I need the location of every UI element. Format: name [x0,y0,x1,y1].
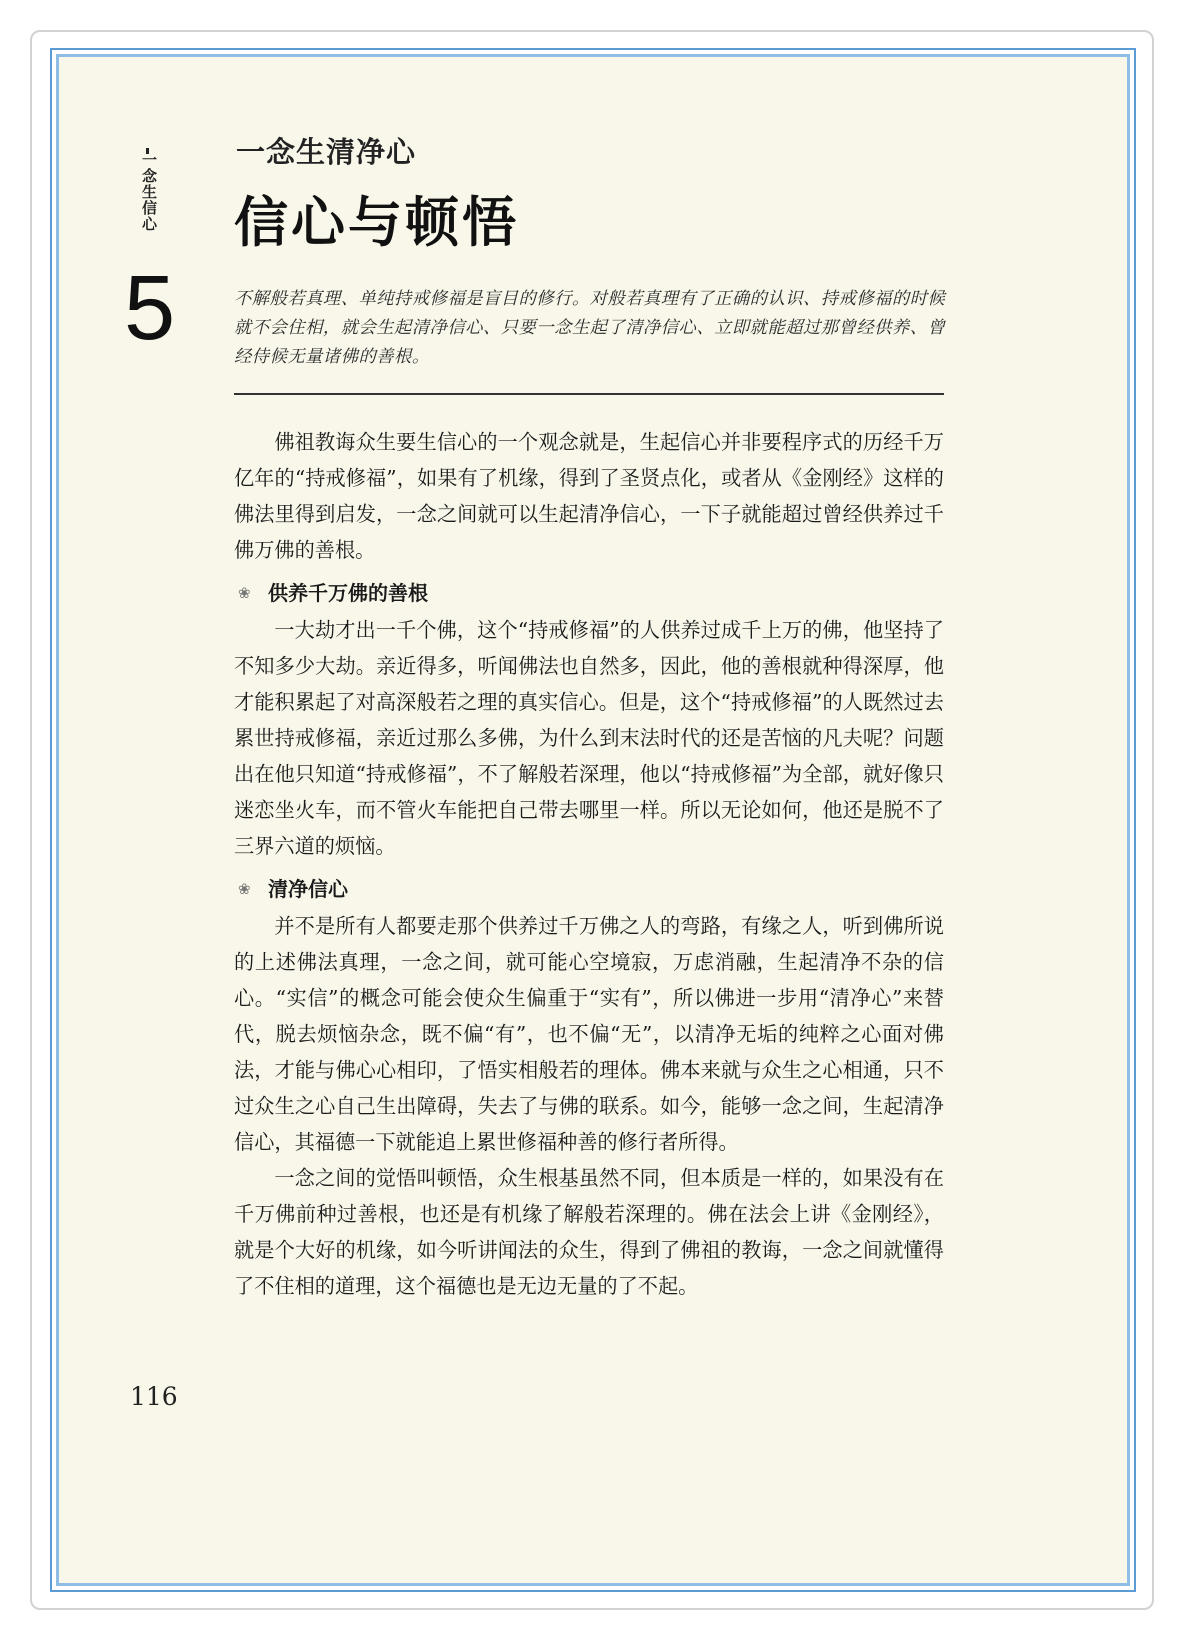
paragraph: 一念之间的觉悟叫顿悟，众生根基虽然不同，但本质是一样的，如果没有在千万佛前种过善根，也还是有机缘了解般若深理的。佛在法会上讲《金刚经》，就是个大好的机缘，如今听讲闻法的众生，得到了佛祖的教诲，一念之间就懂得了不住相的道理，这个福德也是无边无量的了不起。 [234,1166,944,1298]
flower-icon: ❀ [238,880,251,898]
paragraph: 一大劫才出一千个佛，这个“持戒修福”的人供养过成千上万的佛，他坚持了不知多少大劫。亲近得多，听闻佛法也自然多，因此，他的善根就种得深厚，他才能积累起了对高深般若之理的真实信心。但是，这个“持戒修福”的人既然过去累世持戒修福，亲近过那么多佛，为什么到末法时代的还是苦恼的凡夫呢？问题出在他只知道“持戒修福”，不了解般若深理，他以“持戒修福”为全部，就好像只迷恋坐火车，而不管火车能把自己带去哪里一样。所以无论如何，他还是脱不了三界六道的烦恼。 [234,618,944,858]
section-heading [234,574,944,612]
section-heading-label: 供养千万佛的善根 [268,581,428,605]
paragraph: 并不是所有人都要走那个供养过千万佛之人的弯路，有缘之人，听到佛所说的上述佛法真理，一念之间，就可能心空境寂，万虑消融，生起清净不杂的信心。“实信”的概念可能会使众生偏重于“实有”，所以佛进一步用“清净心”来替代，脱去烦恼杂念，既不偏“有”，也不偏“无”，以清净无垢的纯粹之心面对佛法，才能与佛心心相印，了悟实相般若的理体。佛本来就与众生之心相通，只不过众生之心自己生出障碍，失去了与佛的联系。如今，能够一念之间，生起清净信心，其福德一下就能追上累世修福种善的修行者所得。 [234,914,944,1154]
section-heading [234,870,944,908]
chapter-number: 5 [124,257,176,359]
flower-icon: ❀ [238,584,251,602]
subtitle: 一念生清净心 [236,135,417,169]
page-number: 116 [130,1382,178,1411]
intro-paragraph: 佛祖教诲众生要生信心的一个观念就是，生起信心并非要程序式的历经千万亿年的“持戒修福”，如果有了机缘，得到了圣贤点化，或者从《金刚经》这样的佛法里得到启发，一念之间就可以生起清净信心，一下子就能超过曾经供养过千佛万佛的善根。 [234,430,944,562]
side-label: 一念生信心 [140,152,158,232]
divider [234,393,944,395]
abstract: 不解般若真理、单纯持戒修福是盲目的修行。对般若真理有了正确的认识、持戒修福的时候就不会住相，就会生起清净信心、只要一念生起了清净信心、立即就能超过那曾经供养、曾经侍候无量诸佛的善根。 [234,289,946,367]
body-text [234,424,944,1304]
page-title: 信心与顿悟 [234,191,519,254]
section-heading-label: 清净信心 [268,877,348,901]
